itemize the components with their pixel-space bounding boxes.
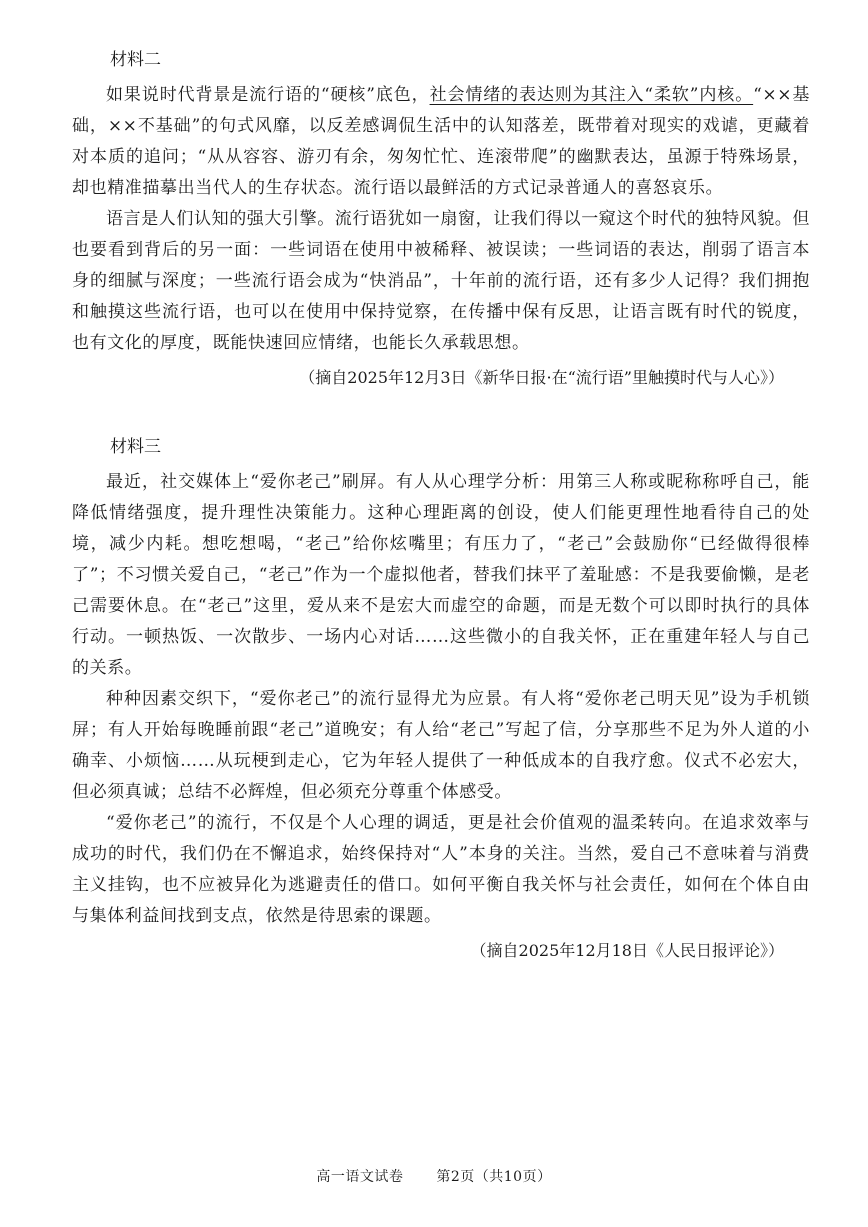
material-3-source: （摘自2025年12月18日《人民日报评论》） (470, 941, 784, 960)
material-3-paragraph-3: “爱你老己”的流行，不仅是个人心理的调适，更是社会价值观的温柔转向。在追求效率与成功的时代，我们仍在不懈追求，始终保持对“人”本身的关注。当然，爱自己不意味着与消费主义挂钩，也不应被异化为逃避责任的借口。如何平衡自我关怀与社会责任，如何在个体自由与集体利益间找到支点，依然是待思索的课题。 (72, 813, 810, 926)
material-2-paragraph-2: 语言是人们认知的强大引擎。流行语犹如一扇窗，让我们得以一窥这个时代的独特风貌。但也要看到背后的另一面：一些词语在使用中被稀释、被误读；一些词语的表达，削弱了语言本身的细腻与深度；一些流行语会成为“快消品”，十年前的流行语，还有多少人记得？我们拥抱和触摸这些流行语，也可以在使用中保持觉察，在传播中保有反思，让语言既有时代的锐度，也有文化的厚度，既能快速回应情绪，也能长久承载思想。 (72, 209, 810, 353)
footer-page-number: 第2页（共10页） (436, 1169, 552, 1185)
material-2-paragraph-1 (72, 80, 810, 204)
material-2-para1-rest: “××基础，××不基础”的句式风靡，以反差感调侃生活中的认知落差，既带着对现实的戏谑，更藏着对本质的追问；“从从容容、游刃有余，匆匆忙忙、连滚带爬”的幽默表达，虽源于特殊场景，却也精准描摹出当代人的生存状态。流行语以最鲜活的方式记录普通人的喜怒哀乐。 (72, 85, 811, 198)
section-gap (72, 393, 810, 435)
material-2-title: 材料二 (110, 50, 161, 70)
page-footer (0, 1166, 868, 1186)
material-2-para1-start: 如果说时代背景是流行语的“硬核”底色， (106, 85, 430, 105)
material-3-title: 材料三 (110, 437, 161, 457)
footer-exam-name: 高一语文试卷 (316, 1169, 404, 1185)
material-2-source: （摘自2025年12月3日《新华日报·在“流行语”里触摸时代与人心》） (299, 368, 784, 387)
material-3-paragraph-2: 种种因素交织下，“爱你老己”的流行显得尤为应景。有人将“爱你老己明天见”设为手机锁屏；有人开始每晚睡前跟“老己”道晚安；有人给“老己”写起了信，分享那些不足为外人道的小确幸、小烦恼……从玩梗到走心，它为年轻人提供了一种低成本的自我疗愈。仪式不必宏大，但必须真诚；总结不必辉煌，但必须充分尊重个体感受。 (72, 689, 810, 802)
material-3-paragraph-1: 最近，社交媒体上“爱你老己”刷屏。有人从心理学分析：用第三人称或昵称称呼自己，能降低情绪强度，提升理性决策能力。这种心理距离的创设，使人们能更理性地看待自己的处境，减少内耗。想吃想喝，“老己”给你炫嘴里；有压力了，“老己”会鼓励你“已经做得很棒了”；不习惯关爱自己，“老己”作为一个虚拟他者，替我们抹平了羞耻感：不是我要偷懒，是老己需要休息。在“老己”这里，爱从来不是宏大而虚空的命题，而是无数个可以即时执行的具体行动。一顿热饭、一次散步、一场内心对话……这些微小的自我关怀，正在重建年轻人与自己的关系。 (72, 472, 810, 678)
material-2-underlined-sentence: 社会情绪的表达则为其注入“柔软”内核。 (429, 85, 754, 105)
